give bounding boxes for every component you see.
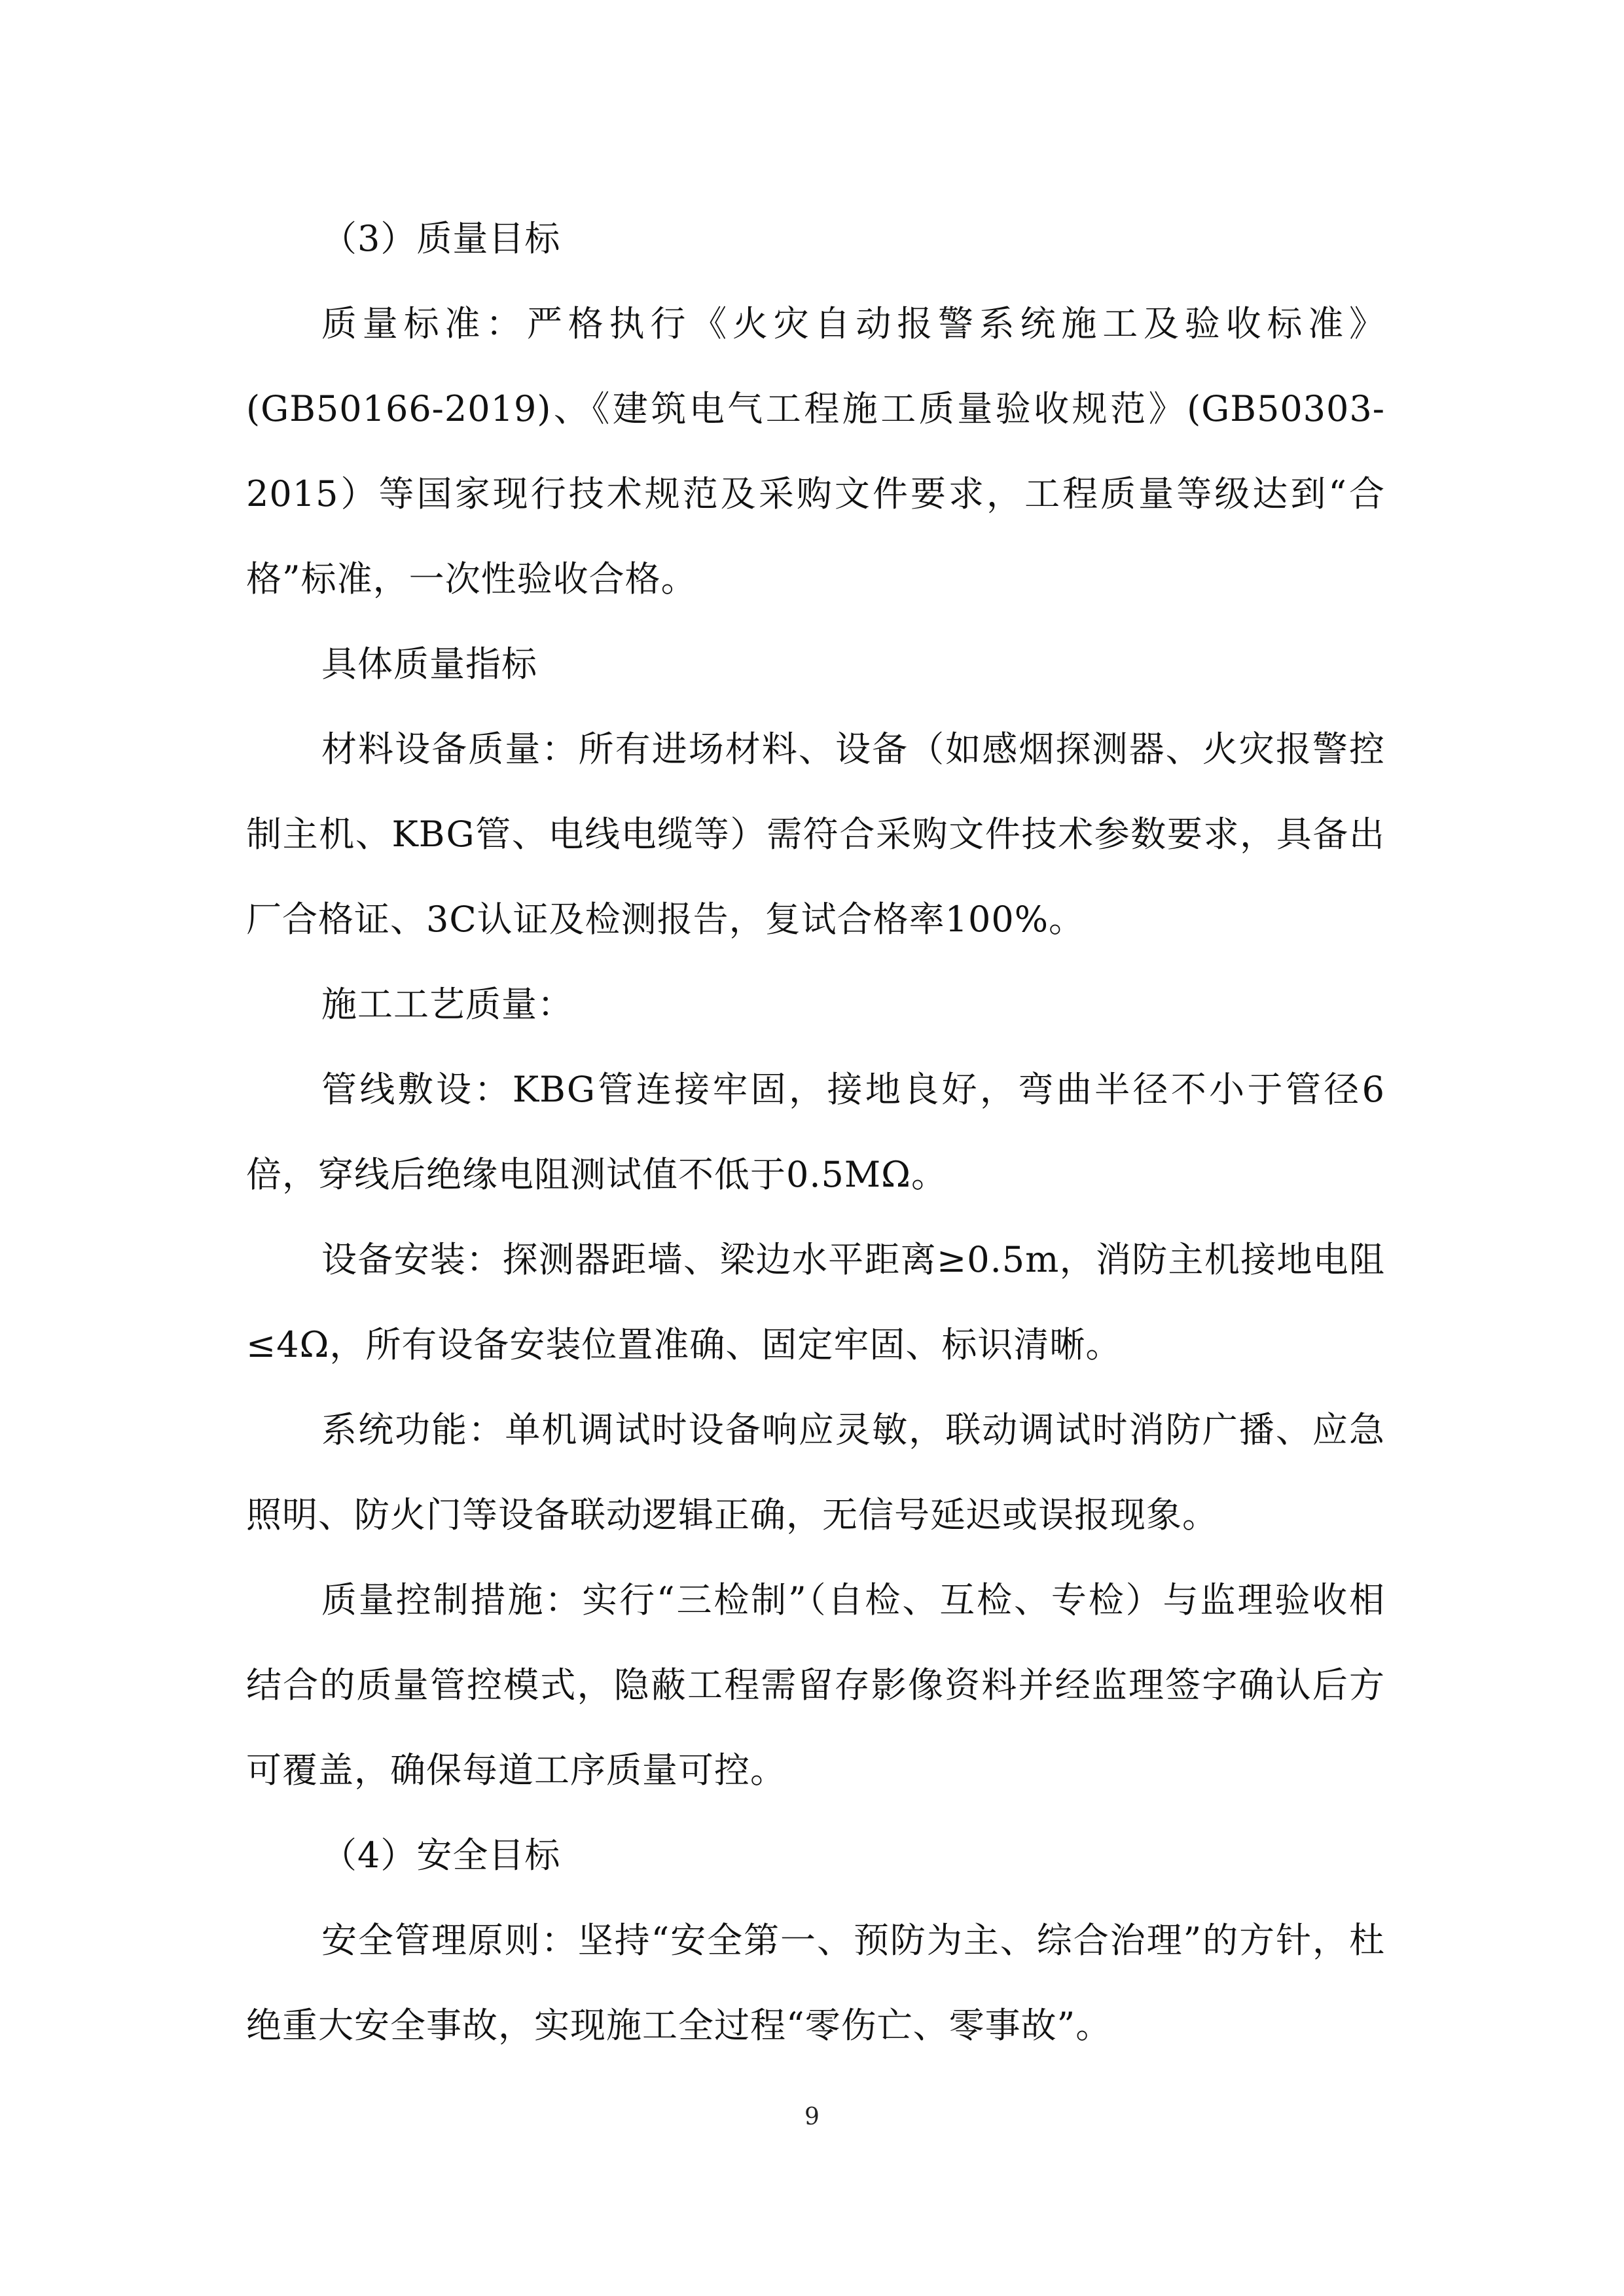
paragraph-system-function: 系统功能：单机调试时设备响应灵敏，联动调试时消防广播、应急照明、防火门等设备联动逻辑正确，无信号延迟或误报现象。 <box>246 1409 1385 1535</box>
paragraph-quality-standard: 质量标准：严格执行《火灾自动报警系统施工及验收标准》(GB50166-2019)、《建筑电气工程施工质量验收规范》(GB50303-2015）等国家现行技术规范及采购文件要求，工程质量等级达到“合格”标准，一次性验收合格。 <box>246 303 1385 600</box>
page-body <box>246 196 1385 2068</box>
paragraph-quality-control: 质量控制措施：实行“三检制”（自检、互检、专检）与监理验收相结合的质量管控模式，隐蔽工程需留存影像资料并经监理签字确认后方可覆盖，确保每道工序质量可控。 <box>246 1579 1385 1791</box>
heading-process-quality: 施工工艺质量： <box>321 984 573 1025</box>
paragraph-safety-principle: 安全管理原则：坚持“安全第一、预防为主、综合治理”的方针，杜绝重大安全事故，实现施工全过程“零伤亡、零事故”。 <box>246 1920 1385 2046</box>
page-number: 9 <box>804 2104 820 2130</box>
paragraph-equipment-installation: 设备安装：探测器距墙、梁边水平距离≥0.5m，消防主机接地电阻≤4Ω，所有设备安装位置准确、固定牢固、标识清晰。 <box>246 1239 1385 1365</box>
heading-quality-indicators: 具体质量指标 <box>321 643 537 685</box>
paragraph-material-quality: 材料设备质量：所有进场材料、设备（如感烟探测器、火灾报警控制主机、KBG管、电线电缆等）需符合采购文件技术参数要求，具备出厂合格证、3C认证及检测报告，复试合格率100%。 <box>246 728 1385 940</box>
heading-safety-goal: （4）安全目标 <box>321 1835 561 1876</box>
heading-quality-goal: （3）质量目标 <box>321 218 561 259</box>
paragraph-pipeline-laying: 管线敷设：KBG管连接牢固，接地良好，弯曲半径不小于管径6倍，穿线后绝缘电阻测试值不低于0.5MΩ。 <box>246 1069 1385 1195</box>
